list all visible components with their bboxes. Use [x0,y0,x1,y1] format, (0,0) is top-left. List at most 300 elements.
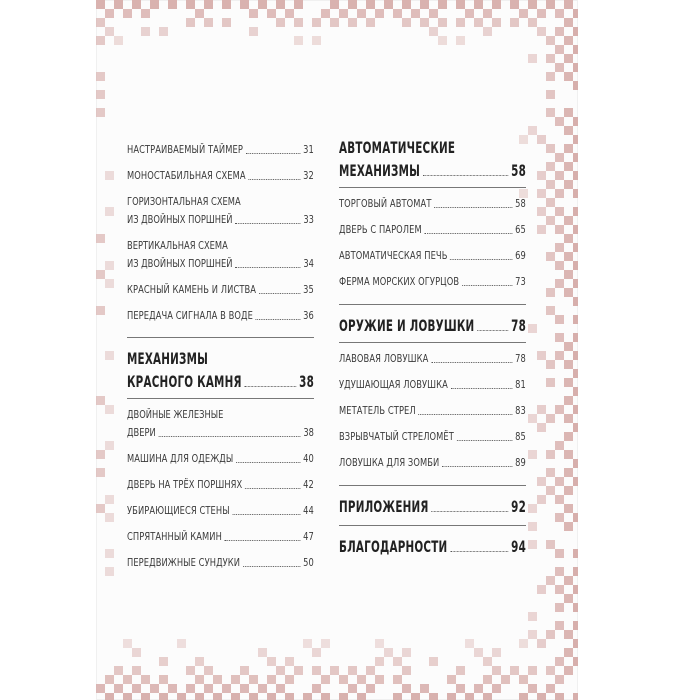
pattern-block [429,693,438,700]
section-title: БЛАГОДАРНОСТИ [339,537,448,556]
section-title: ПРИЛОЖЕНИЯ [339,497,429,516]
pattern-block [564,252,573,261]
pattern-block [276,18,285,27]
toc-entry[interactable] [339,405,526,418]
toc-entry[interactable] [127,505,314,518]
pattern-block [537,351,546,360]
toc-entry-page: 42 [303,479,314,491]
pattern-block [510,666,519,675]
pattern-block [537,171,546,180]
pattern-block [546,36,555,45]
toc-entry[interactable] [339,250,526,263]
pattern-block [528,126,537,135]
pattern-block [573,549,578,558]
pattern-block [546,90,555,99]
pattern-block [312,36,321,45]
section-page: 58 [511,161,527,180]
pattern-block [564,504,573,513]
pattern-block [564,108,573,117]
pattern-block [114,0,123,9]
pattern-block [537,27,546,36]
toc-entry-title-line2: ИЗ ДВОЙНЫХ ПОРШНЕЙ [127,258,233,270]
pattern-block [321,639,330,648]
toc-entry[interactable] [339,431,526,444]
pattern-block [555,567,564,576]
pattern-block [573,45,578,54]
pattern-block [240,0,249,9]
pattern-block [105,261,114,270]
toc-entry-page: 73 [515,276,526,288]
pattern-block [213,675,222,684]
pattern-block [537,405,546,414]
toc-entry-title: ПЕРЕДАЧА СИГНАЛА В ВОДЕ [127,310,253,322]
pattern-block [555,621,564,630]
pattern-block [537,135,546,144]
pattern-block [483,657,492,666]
pattern-block [555,333,564,342]
pattern-block [564,450,573,459]
pattern-block [465,639,474,648]
toc-section-heading[interactable] [339,537,526,556]
pattern-block [555,315,564,324]
pattern-block [537,693,546,700]
pattern-block [393,657,402,666]
toc-entry-title: МЕТАТЕЛЬ СТРЕЛ [339,405,416,417]
pattern-block [105,567,114,576]
toc-entry[interactable] [339,198,526,211]
pattern-block [348,666,357,675]
pattern-block [177,693,186,700]
pattern-block [267,693,276,700]
pattern-block [546,450,555,459]
section-divider [339,342,526,343]
pattern-block [555,279,564,288]
pattern-block [564,630,573,639]
toc-entry-title-line2: ИЗ ДВОЙНЫХ ПОРШНЕЙ [127,214,233,226]
pattern-block [384,0,393,9]
pattern-block [366,666,375,675]
pattern-block [555,477,564,486]
pattern-block [249,693,258,700]
pattern-block [528,450,537,459]
pattern-block [150,0,159,9]
pattern-block [96,504,105,513]
pattern-block [321,9,330,18]
pattern-block [528,54,537,63]
toc-entry-page: 34 [303,258,314,270]
pattern-block [96,684,105,693]
pattern-block [537,207,546,216]
pattern-block [573,369,578,378]
toc-entry-title: ФЕРМА МОРСКИХ ОГУРЦОВ [339,276,460,288]
pattern-block [465,693,474,700]
pattern-block [555,9,564,18]
pattern-block [528,18,537,27]
pattern-block [546,360,555,369]
pattern-block [105,441,114,450]
pattern-block [573,657,578,666]
pattern-block [96,234,105,243]
toc-entry[interactable] [127,409,314,440]
pattern-block [105,207,114,216]
pattern-block [285,675,294,684]
pattern-block [438,0,447,9]
pattern-block [123,639,132,648]
pattern-block [564,414,573,423]
pattern-block [429,27,438,36]
pattern-block [564,594,573,603]
toc-section-heading[interactable] [339,316,526,335]
pattern-block [528,324,537,333]
pattern-block [492,0,501,9]
pattern-block [456,36,465,45]
pattern-block [564,468,573,477]
pattern-block [285,693,294,700]
pattern-block [537,225,546,234]
pattern-block [294,666,303,675]
section-title: АВТОМАТИЧЕСКИЕ [339,138,456,157]
pattern-block [393,675,402,684]
pattern-block [564,216,573,225]
pattern-block [105,513,114,522]
pattern-block [546,378,555,387]
pattern-block [312,18,321,27]
pattern-block [258,684,267,693]
pattern-block [573,513,578,522]
pattern-block [555,243,564,252]
pattern-block [528,540,537,549]
pattern-block [159,675,168,684]
pattern-block [573,459,578,468]
pattern-block [213,693,222,700]
pattern-block [564,180,573,189]
pattern-block [168,0,177,9]
pattern-block [123,9,132,18]
pattern-block [573,351,578,360]
pattern-block [555,27,564,36]
pattern-block [546,162,555,171]
pattern-block [267,9,276,18]
pattern-block [555,585,564,594]
pattern-block [447,693,456,700]
pattern-block [555,603,564,612]
pattern-block [276,0,285,9]
pattern-block [528,684,537,693]
pattern-block [249,27,258,36]
pattern-block [249,9,258,18]
toc-entry-title: ВЕРТИКАЛЬНАЯ СХЕМА [127,240,228,252]
toc-entry[interactable] [127,284,314,297]
pattern-block [186,684,195,693]
pattern-block [96,0,105,9]
pattern-block [546,684,555,693]
toc-entry-page: 65 [515,224,526,236]
pattern-block [546,180,555,189]
toc-entry[interactable] [127,170,314,183]
pattern-block [339,675,348,684]
pattern-block [555,207,564,216]
pattern-block [375,657,384,666]
pattern-block [483,27,492,36]
pattern-block [537,477,546,486]
pattern-block [285,9,294,18]
pattern-block [330,0,339,9]
pattern-block [294,0,303,9]
pattern-block [537,585,546,594]
pattern-block [555,675,564,684]
pattern-block [555,405,564,414]
toc-entry-title: КРАСНЫЙ КАМЕНЬ И ЛИСТВА [127,284,257,296]
pattern-block [402,18,411,27]
toc-entry[interactable] [339,276,526,289]
pattern-block [96,396,105,405]
toc-entry[interactable] [127,240,314,271]
pattern-block [96,450,105,459]
pattern-block [546,72,555,81]
pattern-block [204,0,213,9]
toc-entry-page: 50 [303,557,314,569]
pattern-block [294,18,303,27]
pattern-block [465,9,474,18]
pattern-block [573,567,578,576]
pattern-block [123,693,132,700]
pattern-block [132,666,141,675]
toc-entry-page: 33 [303,214,314,226]
pattern-block [114,684,123,693]
pattern-block [483,675,492,684]
toc-entry[interactable] [127,557,314,570]
pattern-block [537,495,546,504]
toc-entry[interactable] [339,353,526,366]
toc-section-heading[interactable] [127,349,314,391]
toc-entry[interactable] [339,457,526,470]
pattern-block [420,0,429,9]
pattern-block [96,270,105,279]
pattern-block [438,18,447,27]
pattern-block [312,666,321,675]
toc-entry[interactable] [127,144,314,157]
pattern-block [483,693,492,700]
pattern-block [105,351,114,360]
pattern-block [222,18,231,27]
pattern-block [366,18,375,27]
pattern-block [177,639,186,648]
pattern-block [438,36,447,45]
section-divider [127,398,314,399]
pattern-block [402,684,411,693]
pattern-block [186,666,195,675]
pattern-block [204,18,213,27]
pattern-block [96,18,105,27]
pattern-block [141,675,150,684]
pattern-block [564,576,573,585]
pattern-block [420,18,429,27]
pattern-block [366,0,375,9]
toc-entry-page: 40 [303,453,314,465]
toc-entry[interactable] [339,379,526,392]
pattern-block [105,9,114,18]
pattern-block [564,648,573,657]
pattern-block [555,171,564,180]
pattern-block [573,81,578,90]
pattern-block [546,414,555,423]
pattern-block [564,234,573,243]
toc-entry-page: 81 [515,379,526,391]
pattern-block [573,261,578,270]
section-title-line2: КРАСНОГО КАМНЯ [127,372,242,391]
pattern-block [546,0,555,9]
pattern-block [573,477,578,486]
pattern-block [492,648,501,657]
pattern-block [474,18,483,27]
pattern-block [393,693,402,700]
pattern-block [546,216,555,225]
pattern-block [564,522,573,531]
toc-entry-page: 47 [303,531,314,543]
pattern-block [159,27,168,36]
pattern-block [141,27,150,36]
pattern-block [105,693,114,700]
pattern-block [492,18,501,27]
pattern-block [573,27,578,36]
pattern-block [573,189,578,198]
pattern-block [294,36,303,45]
toc-entry[interactable] [339,224,526,237]
pattern-block [546,288,555,297]
section-title-line2: МЕХАНИЗМЫ [339,161,421,180]
pattern-block [573,117,578,126]
pattern-block [240,684,249,693]
pattern-block [429,9,438,18]
pattern-block [141,693,150,700]
toc-entry[interactable] [127,531,314,544]
pattern-block [519,639,528,648]
toc-entry-title: ВЗРЫВЧАТЫЙ СТРЕЛОМЁТ [339,431,454,443]
pattern-block [555,693,564,700]
pattern-block [564,162,573,171]
pattern-block [96,108,105,117]
toc-section-heading[interactable] [339,138,526,180]
pattern-block [105,495,114,504]
pattern-block [222,0,231,9]
toc-entry-page: 44 [303,505,314,517]
toc-entry[interactable] [127,453,314,466]
pattern-block [546,108,555,117]
pattern-block [573,297,578,306]
pattern-block [546,576,555,585]
toc-entry-page: 58 [515,198,526,210]
pattern-block [96,306,105,315]
pattern-block [249,675,258,684]
pattern-block [573,585,578,594]
pattern-block [492,684,501,693]
pattern-block [564,486,573,495]
pattern-block [348,0,357,9]
pattern-block [483,9,492,18]
pattern-block [528,666,537,675]
pattern-block [573,279,578,288]
pattern-block [546,468,555,477]
toc-left-column [127,132,314,570]
pattern-block [528,630,537,639]
pattern-block [339,9,348,18]
toc-entry[interactable] [127,196,314,227]
pattern-block [141,9,150,18]
section-divider [339,485,526,486]
section-page: 78 [511,316,527,335]
toc-entry-title: УДУШАЮЩАЯ ЛОВУШКА [339,379,448,391]
toc-entry[interactable] [127,479,314,492]
pattern-block [564,432,573,441]
pattern-block [132,684,141,693]
pattern-block [555,495,564,504]
toc-entry[interactable] [127,310,314,323]
pattern-block [501,675,510,684]
pattern-block [114,666,123,675]
pattern-block [339,693,348,700]
pattern-block [159,657,168,666]
pattern-block [456,0,465,9]
section-divider [127,337,314,338]
pattern-block [159,693,168,700]
pattern-block [573,153,578,162]
pattern-block [573,207,578,216]
pattern-block [555,117,564,126]
pattern-block [519,9,528,18]
toc-entry-title: ГОРИЗОНТАЛЬНАЯ СХЕМА [127,196,241,208]
pattern-block [456,666,465,675]
pattern-block [519,693,528,700]
pattern-block [375,9,384,18]
pattern-block [546,54,555,63]
pattern-block [276,666,285,675]
pattern-block [393,9,402,18]
pattern-block [186,18,195,27]
pattern-block [96,72,105,81]
pattern-block [564,396,573,405]
pattern-block [375,675,384,684]
pattern-block [267,675,276,684]
pattern-block [555,441,564,450]
pattern-block [528,522,537,531]
toc-entry-title: ДВЕРЬ НА ТРЁХ ПОРШНЯХ [127,479,243,491]
pattern-block [312,648,321,657]
pattern-block [555,63,564,72]
pattern-block [123,675,132,684]
pattern-block [195,675,204,684]
pattern-block [537,423,546,432]
pattern-block [357,693,366,700]
pattern-block [573,63,578,72]
pattern-block [546,252,555,261]
pattern-block [564,36,573,45]
section-divider [339,304,526,305]
toc-entry-page: 38 [303,427,314,439]
toc-section-heading[interactable] [339,497,526,516]
section-page: 92 [511,497,527,516]
pattern-block [546,144,555,153]
pattern-block [330,666,339,675]
pattern-block [573,387,578,396]
pattern-block [348,18,357,27]
section-page: 38 [299,372,315,391]
toc-entry-page: 85 [515,431,526,443]
pattern-block [555,513,564,522]
pattern-block [573,603,578,612]
pattern-block [132,648,141,657]
pattern-block [366,684,375,693]
pattern-block [492,666,501,675]
